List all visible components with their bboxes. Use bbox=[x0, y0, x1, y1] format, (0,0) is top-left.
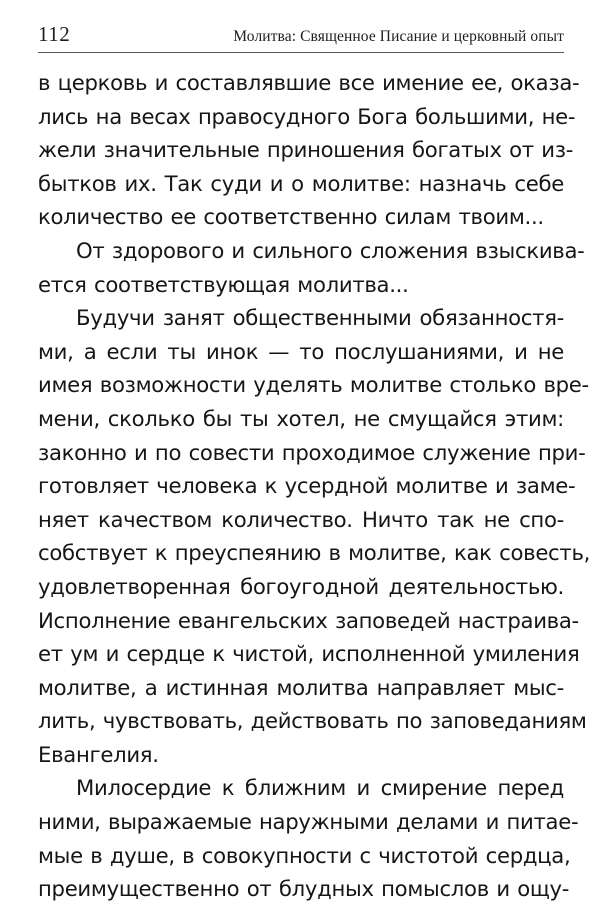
text-line: законно и по совести проходимое служение при- bbox=[38, 439, 586, 465]
text-line: готовляет человека к усердной молитве и заме- bbox=[38, 473, 576, 499]
header-rule bbox=[38, 52, 564, 53]
body-text bbox=[38, 66, 591, 906]
text-line: преимущественно от блудных помыслов и ощу- bbox=[38, 876, 570, 902]
text-line: ет ум и сердце к чистой, исполненной умиления bbox=[38, 641, 580, 667]
running-title: Молитва: Священное Писание и церковный опыт bbox=[233, 28, 564, 45]
text-line: молитве, а истинная молитва направляет мыс- bbox=[38, 674, 564, 700]
text-line: няет качеством количество. Ничто так не спо- bbox=[38, 506, 564, 532]
text-line: Милосердие к ближним и смирение перед bbox=[76, 775, 564, 801]
text-line: ними, выражаемые наружными делами и питае- bbox=[38, 809, 579, 835]
text-line: мые в душе, в совокупности с чистотой сердца, bbox=[38, 842, 571, 868]
book-page bbox=[38, 22, 591, 906]
paragraph bbox=[38, 301, 591, 771]
text-line: мени, сколько бы ты хотел, не смущайся этим: bbox=[38, 405, 564, 431]
text-line: жели значительные приношения богатых от из- bbox=[38, 137, 574, 163]
text-line: собствует к преуспеянию в молитве, как совесть, bbox=[38, 540, 591, 566]
text-line: Будучи занят общественными обязанностя- bbox=[76, 305, 564, 331]
text-line: лить, чувствовать, действовать по заповеданиям bbox=[38, 708, 587, 734]
text-line: Исполнение евангельских заповедей настраива- bbox=[38, 607, 579, 633]
paragraph bbox=[38, 771, 579, 905]
text-line: Евангелия. bbox=[38, 741, 159, 767]
text-line: ми, а если ты инок — то послушаниями, и не bbox=[38, 338, 564, 364]
text-line: удовлетворенная богоугодной деятельностью. bbox=[38, 573, 564, 599]
text-line: ется соответствующая молитва... bbox=[38, 271, 409, 297]
page-number: 112 bbox=[38, 22, 71, 46]
text-line: имея возможности уделять молитве столько вре- bbox=[38, 372, 589, 398]
text-line: лись на весах правосудного Бога большими, не- bbox=[38, 103, 576, 129]
paragraph bbox=[38, 234, 585, 301]
paragraph bbox=[38, 66, 580, 234]
text-line: количество ее соответственно силам твоим... bbox=[38, 204, 544, 230]
text-line: От здорового и сильного сложения взыскива- bbox=[76, 237, 585, 263]
running-head bbox=[38, 22, 564, 50]
text-line: бытков их. Так суди и о молитве: назначь себе bbox=[38, 170, 564, 196]
text-line: в церковь и составлявшие все имение ее, оказа- bbox=[38, 70, 580, 95]
